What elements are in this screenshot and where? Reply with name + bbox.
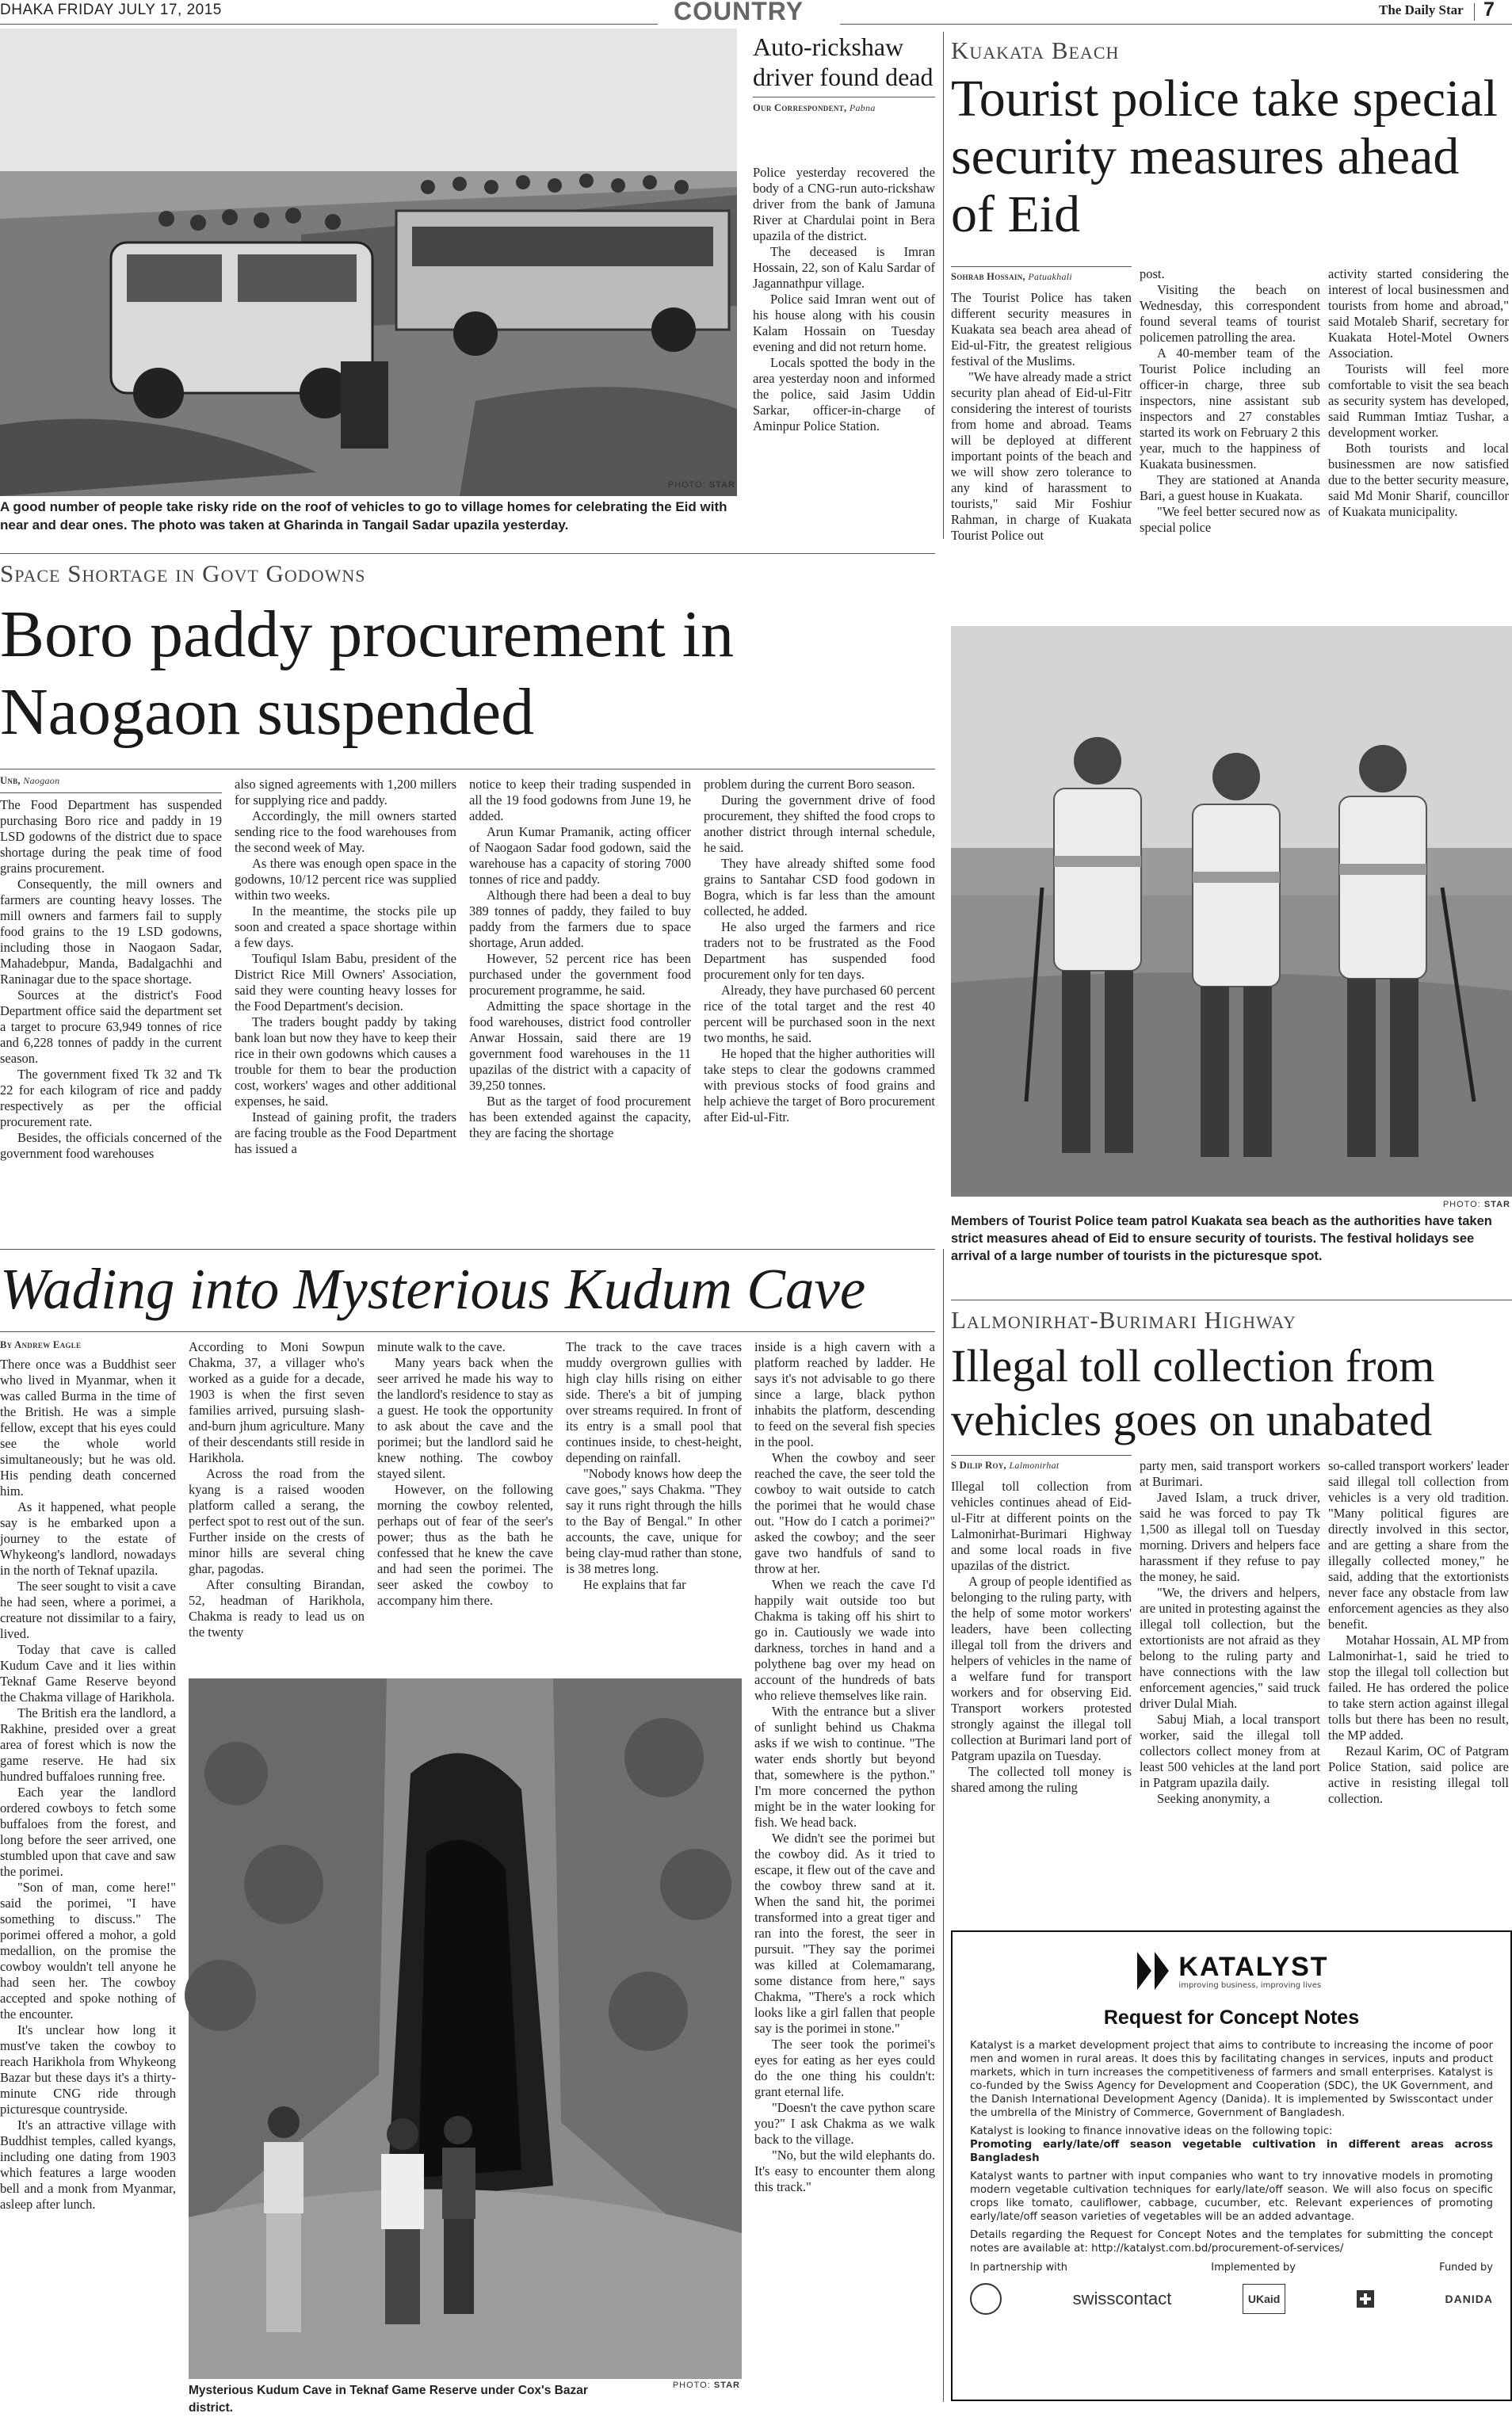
- vehicles-crowd-image: [0, 29, 737, 496]
- government-emblem-icon: [970, 2283, 1002, 2315]
- tourist-police-image: [951, 626, 1512, 1197]
- paragraph: The track to the cave traces muddy overgrown gullies with high clay hills rising on either side. There's a bit of jumping over streams required. In front of its entry is a small pool that continues inside, to chest-height, depending on rainfall.: [566, 1339, 742, 1465]
- paragraph: Police said Imran went out of his house along with his cousin Kalam Hossain on Tuesday evening and did not return home.: [753, 292, 935, 354]
- paragraph: In the meantime, the stocks pile up soon and created a space shortage within a few days.: [235, 903, 456, 950]
- paragraph: It's an attractive village with Buddhist temples, called kyangs, including one dating from 1903 which features a large wooden bell and a monk from Myanmar, asleep after lunch.: [0, 2117, 176, 2212]
- implemented-label: Implemented by: [1211, 2262, 1296, 2274]
- kudum-col-3: [377, 1339, 553, 1664]
- kudum-col-5: [754, 1339, 935, 2401]
- paragraph: Police yesterday recovered the body of a CNG-run auto-rickshaw driver from the bank of Jamuna River at Chardulai point in Bera upazila of the district.: [753, 165, 935, 243]
- paragraph: He hoped that the higher authorities will take steps to clear the godowns crammed with previous stocks of food grains and help achieve the target of Boro procurement after Eid-ul-Fitr.: [704, 1046, 935, 1124]
- paragraph: Sabuj Miah, a local transport worker, said the illegal toll collectors collect money from at least 500 vehicles at the land port in Patgram upazila daily.: [1140, 1712, 1320, 1790]
- paragraph: According to Moni Sowpun Chakma, 37, a villager who's worked as a guide for a decade, 1903 is when the first seven families arrived, pursuing slash-and-burn jhum agriculture. Many of their descendants still reside in Harikhola.: [189, 1339, 365, 1465]
- kudum-col-2: [189, 1339, 365, 1664]
- paragraph: There once was a Buddhist seer who lived in Myanmar, when it was called Burma in the time of the British. He was a simple fellow, except that his eyes could see the whole world simultaneously; but he was old. His pending death concerned him.: [0, 1357, 176, 1499]
- paragraph: A group of people identified as belonging to the ruling party, with the help of some motor workers' leaders, have been collecting illegal toll from the drivers and helpers of vehicles in the name of a welfare fund for transport workers and for observing Eid. Transport workers protested strongly against the illegal toll collection at Burimari land port of Patgram upazila on Tuesday.: [951, 1574, 1132, 1763]
- kudum-photo-credit: PHOTO: STAR: [672, 2381, 740, 2390]
- paragraph: Many years back when the seer arrived he made his way to the landlord's residence to stay as a guest. He took the opportunity to ask about the cave and the porimei; but the landlord said he knew nothing. The cowboy stayed silent.: [377, 1355, 553, 1481]
- paragraph: Motahar Hossain, AL MP from Lalmonirhat-1, said he tried to stop the illegal toll collection but failed. He has ordered the police to take stern action against illegal tolls but there has been no result, the MP added.: [1328, 1632, 1509, 1743]
- kudum-byline: By Andrew Eagle: [0, 1339, 82, 1350]
- paragraph: Arun Kumar Pramanik, acting officer of Naogaon Sadar food godown, said the warehouse has a capacity of storing 7000 tonnes of rice and paddy.: [469, 824, 691, 887]
- kuakata-byline: Sohrab Hossain, Patuakhali: [951, 271, 1073, 282]
- kuakata-caption: Members of Tourist Police team patrol Kuakata sea beach as the authorities have taken strict measures ahead of Eid to ensure security of tourists. The festival holidays see arrival of a large number of tourists in the picturesque spot.: [951, 1214, 1492, 1263]
- paragraph: Consequently, the mill owners and farmers are counting heavy losses. The mill owners and farmers fail to supply food grains to the 19 LSD godowns, including those in Naogaon Sadar, Mahadebpur, Manda, Badalgachhi and Raninagar due to the space shortage.: [0, 876, 222, 987]
- paragraph: Illegal toll collection from vehicles continues ahead of Eid-ul-Fitr at different points on the Lalmonirhat-Burimari Highway and some local roads in five upazilas of the district.: [951, 1479, 1132, 1573]
- dateline: DHAKA FRIDAY JULY 17, 2015: [0, 2, 222, 18]
- paragraph: post.: [1140, 266, 1165, 281]
- kudum-col-1: [0, 1357, 176, 2401]
- ad-details: Details regarding the Request for Concept Notes and the templates for submitting the concept notes are available at: http://katalyst.com.bd/procurement-of-services/: [970, 2229, 1493, 2255]
- paragraph: "No, but the wild elephants do. It's easy to encounter them along this track.": [754, 2148, 935, 2194]
- paragraph: minute walk to the cave.: [377, 1339, 506, 1354]
- paragraph: The seer sought to visit a cave he had seen, where a porimei, a creature not dissimilar to a fairy, lived.: [0, 1579, 176, 1641]
- kuakata-headline: Tourist police take special security measures ahead of Eid: [951, 70, 1498, 243]
- boro-headline: Boro paddy procurement in Naogaon suspended: [0, 598, 735, 749]
- paragraph: It's unclear how long it must've taken the cowboy to reach Harikhola from Whykeong Bazar but these days it's a thirty-minute CNG ride through picturesque countryside.: [0, 2022, 176, 2117]
- paragraph: However, 52 percent rice has been purchased under the government food procurement programme, he said.: [469, 951, 691, 998]
- katalyst-ad: [951, 1930, 1512, 2401]
- rickshaw-body: [753, 165, 935, 537]
- paragraph: Both tourists and local businessmen are now satisfied due to the better security measure, said Md Monir Sharif, councillor of Kuakata municipality.: [1328, 441, 1509, 519]
- section-name: COUNTRY: [674, 0, 804, 25]
- paragraph: They are stationed at Ananda Bari, a guest house in Kuakata.: [1140, 472, 1320, 503]
- paragraph: The Tourist Police has taken different security measures in Kuakata sea beach area ahead of Eid-ul-Fitr, the greatest religious festival of the Muslims.: [951, 290, 1132, 368]
- funded-label: Funded by: [1439, 2262, 1493, 2274]
- paragraph: We didn't see the porimei but the cowboy did. As it tried to escape, it flew out of the cave and the cowboy threw sand at it. When the sand hit, the porimei transformed into a great tiger and ran into the forest, the seer in pursuit. "They say the porimei was killed at Colemamarang, some distance from here," says Chakma, "There's a rock which looks like a girl fallen that people say is the porimei in stone.": [754, 1831, 935, 2036]
- boro-col-1: [0, 797, 222, 1241]
- paragraph: After consulting Birandan, 52, headman of Harikhola, Chakma is ready to lead us on the twenty: [189, 1577, 365, 1640]
- kuakata-photo-credit: PHOTO: STAR: [1442, 1200, 1510, 1209]
- toll-col-3: [1328, 1458, 1509, 1804]
- boro-col-3: [469, 777, 691, 1241]
- paragraph: Rezaul Karim, OC of Patgram Police Station, said police are active in resisting illegal toll collection.: [1328, 1743, 1509, 1806]
- top-photo-credit: PHOTO: STAR: [667, 480, 735, 490]
- paragraph: Tourists will feel more comfortable to visit the sea beach as security system has developed, said Rumman Imtiaz Tushar, a development worker.: [1328, 361, 1509, 440]
- ad-title: Request for Concept Notes: [1103, 2007, 1360, 2029]
- paragraph: Each year the landlord ordered cowboys to fetch some buffaloes from the forest, and long before the seer arrived, one stumbled upon that cave and saw the porimei.: [0, 1785, 176, 1879]
- boro-col-2: [235, 777, 456, 1241]
- masthead: [0, 0, 1512, 25]
- paragraph: As there was enough open space in the godowns, 10/12 percent rice was supplied within two weeks.: [235, 856, 456, 903]
- paragraph: notice to keep their trading suspended in all the 19 food godowns from June 19, he added.: [469, 777, 691, 823]
- paragraph: The government fixed Tk 32 and Tk 22 for each kilogram of rice and paddy respectively as per the official procurement rate.: [0, 1067, 222, 1129]
- paragraph: Instead of gaining profit, the traders are facing trouble as the Food Department has issued a: [235, 1109, 456, 1156]
- paragraph: Locals spotted the body in the area yesterday noon and informed the police, said Jasim Uddin Sarkar, officer-in-charge of Aminpur Police Station.: [753, 355, 935, 433]
- cave-image: [189, 1678, 742, 2379]
- paragraph: He also urged the farmers and rice traders not to be frustrated as the Food Department has suspended food procurement only for ten days.: [704, 919, 935, 982]
- katalyst-logo-text: KATALYST: [1178, 1952, 1329, 1982]
- rickshaw-headline: Auto-rickshaw driver found dead: [753, 32, 934, 91]
- paragraph: When the cowboy and seer reached the cave, the seer told the cowboy to wait outside to catch the porimei that he would chase out. "How do I catch a porimei?" asked the cowboy; and the seer gave two handfuls of sand to throw at her.: [754, 1450, 935, 1576]
- kudum-col-4: [566, 1339, 742, 1664]
- paragraph: Seeking anonymity, a: [1157, 1791, 1270, 1806]
- rickshaw-story: [753, 32, 935, 114]
- ad-topic: Promoting early/late/off season vegetable cultivation in different areas across Bangladesh: [970, 2139, 1493, 2164]
- page-number: 7: [1483, 0, 1495, 21]
- boro-byline: Unb, Naogaon: [0, 775, 60, 786]
- boro-kicker: Space Shortage in Govt Godowns: [0, 559, 366, 587]
- kuakata-col-1: [951, 290, 1132, 615]
- paragraph: "We feel better secured now as special police: [1140, 504, 1320, 535]
- paragraph: "We have already made a strict security plan ahead of Eid-ul-Fitr considering the interest of tourists from home and abroad. Teams will be deployed at different important points of the beach and we will show zero tolerance to any kind of harassment to tourists," said Mir Foshiur Rahman, in charge of Kuakata Tourist Police out: [951, 369, 1132, 543]
- kuakata-photo: [951, 626, 1512, 1197]
- katalyst-logo-icon: [1134, 1950, 1172, 1991]
- paragraph: Besides, the officials concerned of the government food warehouses: [0, 1130, 222, 1161]
- kuakata-col-2: [1140, 266, 1320, 615]
- paragraph: With the entrance but a sliver of sunlight behind us Chakma asks if we wish to continue. "The water ends shortly but beyond that, somewhere is the python." I'm more concerned the python might be in the water looking for fish. We head back.: [754, 1704, 935, 1830]
- paragraph: "Son of man, come here!" said the porimei, "I have something to discuss." The porimei offered a mohor, a gold medallion, on the promise the cowboy wouldn't tell anyone he had seen her. The cowboy accepted and spoke nothing of the encounter.: [0, 1880, 176, 2022]
- paragraph: so-called transport workers' leader said illegal toll collection from vehicles is a very old tradition. "Many political figures are directly involved in this sector, and are getting a share from the illegally collected money," he said, adding that the extortionists never face any obstacle from law enforcement agencies as they also benefit.: [1328, 1458, 1509, 1632]
- paragraph: Today that cave is called Kudum Cave and it lies within Teknaf Game Reserve beyond the Chakma village of Harikhola.: [0, 1642, 176, 1705]
- paragraph: Across the road from the kyang is a raised wooden platform called a serang, the perfect spot to rest out of the sun. Further inside on the crests of minor hills are several ching ghar, pagodas.: [189, 1466, 365, 1576]
- paragraph: A 40-member team of the Tourist Police including an officer-in charge, three sub inspectors, nine assistant sub inspectors and 27 constables started its work on February 2 this year, much to the happiness of Kuakata businessmen.: [1140, 346, 1320, 472]
- partnership-label: In partnership with: [970, 2262, 1068, 2274]
- paragraph: The collected toll money is shared among the ruling: [951, 1764, 1132, 1795]
- paper-name: The Daily Star: [1379, 2, 1464, 17]
- ad-logos-row: [970, 2281, 1493, 2316]
- paragraph: Already, they have purchased 60 percent rice of the total target and the rest 40 percent will be purchased soon in the next two months, he said.: [704, 983, 935, 1045]
- katalyst-logo: [970, 1943, 1493, 1999]
- paragraph: During the government drive of food procurement, they shifted the food crops to another district through internal schedule, he said.: [704, 792, 935, 855]
- paragraph: Javed Islam, a truck driver, said he was forced to pay Tk 1,500 as illegal toll on Tuesday morning. Drivers and helpers face harassment if they refuse to pay the money, he said.: [1140, 1490, 1320, 1584]
- paragraph: activity started considering the interest of local businessmen and tourists from home and abroad," said Motaleb Sharif, secretary for Kuakata Hotel-Motel Owners Association.: [1328, 266, 1509, 361]
- paragraph: The Food Department has suspended purchasing Boro rice and paddy in 19 LSD godowns of the district due to space shortage during the peak time of food grains procurement.: [0, 797, 222, 876]
- paragraph: When we reach the cave I'd happily wait outside too but Chakma is taking off his shirt to go in. Cautiously we wade into darkness, torches in hand and a polythene bag over my head on account of the hundreds of bats who relieve themselves like rain.: [754, 1577, 935, 1703]
- kudum-headline: Wading into Mysterious Kudum Cave: [0, 1257, 866, 1321]
- paragraph: "Doesn't the cave python scare you?" I ask Chakma as we walk back to the village.: [754, 2100, 935, 2147]
- ukaid-logo: UKaid: [1243, 2284, 1285, 2314]
- paragraph: Sources at the district's Food Department office said the department set a target to procure 63,949 tonnes of rice and 6,228 tonnes of paddy in the current season.: [0, 987, 222, 1066]
- paragraph: The seer took the porimei's eyes for eating as her eyes could do the one thing his couldn't: grant eternal life.: [754, 2037, 935, 2099]
- ad-topic-intro: Katalyst is looking to finance innovative ideas on the following topic:: [970, 2125, 1333, 2137]
- paragraph: Visiting the beach on Wednesday, this correspondent found several teams of tourist policemen patrolling the area.: [1140, 282, 1320, 345]
- kudum-cave-photo: [189, 1678, 742, 2379]
- paragraph: The traders bought paddy by taking bank loan but now they have to keep their rice in their own godowns which causes a trouble for them to bear the production cost, workers' wages and other additional expenses, he said.: [235, 1014, 456, 1109]
- toll-col-2: [1140, 1458, 1320, 1804]
- toll-headline: Illegal toll collection from vehicles goes on unabated: [951, 1340, 1435, 1445]
- kuakata-story: [951, 36, 1512, 243]
- paragraph: Accordingly, the mill owners started sending rice to the food warehouses from the second week of May.: [235, 808, 456, 855]
- swiss-flag-icon: [1357, 2290, 1374, 2308]
- paragraph: Although there had been a deal to buy 389 tonnes of paddy, they failed to buy paddy from the farmers due to space shortage, Arun added.: [469, 888, 691, 950]
- paragraph: The British era the landlord, a Rakhine, presided over a great area of forest which is now the game reserve. He had six hundred buffaloes running free.: [0, 1705, 176, 1784]
- paragraph: Toufiqul Islam Babu, president of the District Rice Mill Owners' Association, said they were counting heavy losses for the Food Department's decision.: [235, 951, 456, 1014]
- paragraph: However, on the following morning the cowboy relented, perhaps out of fear of the seer's power; thus as the bath he confessed that he knew the cave and had seen the porimei. The seer asked the cowboy to accompany him there.: [377, 1482, 553, 1608]
- ad-partners-row: [970, 2262, 1493, 2274]
- top-photo: [0, 29, 737, 496]
- paragraph: also signed agreements with 1,200 millers for supplying rice and paddy.: [235, 777, 456, 808]
- paragraph: As it happened, what people say is he embarked upon a journey to the estate of Whykeong's landlord, nowadays in the north of Teknaf upazila.: [0, 1499, 176, 1578]
- swisscontact-logo: swisscontact: [1072, 2289, 1172, 2308]
- paragraph: party men, said transport workers at Burimari.: [1140, 1458, 1320, 1489]
- paragraph: "We, the drivers and helpers, are united in protesting against the illegal toll collection, but the extortionists are not afraid as they belong to the ruling party and have connections with the law enforcement agencies," said truck driver Dulal Miah.: [1140, 1585, 1320, 1711]
- paragraph: inside is a high cavern with a platform reached by ladder. He says it's not advisable to go there since a large, black python inhabits the platform, descending to feed on the several fish species in the pool.: [754, 1339, 935, 1449]
- toll-col-1: [951, 1479, 1132, 1804]
- toll-kicker: Lalmonirhat-Burimari Highway: [951, 1306, 1297, 1334]
- top-photo-caption: A good number of people take risky ride on the roof of vehicles to go to village homes for celebrating the Eid with near and dear ones. The photo was taken at Gharinda in Tangail Sadar upazila yesterday.: [0, 499, 727, 533]
- paragraph: He explains that far: [583, 1577, 686, 1592]
- danida-logo: DANIDA: [1445, 2293, 1493, 2305]
- paragraph: problem during the current Boro season.: [704, 777, 915, 792]
- toll-byline: S Dilip Roy, Lalmonirhat: [951, 1460, 1060, 1471]
- paragraph: "Nobody knows how deep the cave goes," says Chakma. "They say it runs right through the hills to the Bay of Bengal." In other accounts, the cave, unique for being clay-mud rather than stone, is 38 metres long.: [566, 1466, 742, 1576]
- paragraph: Admitting the space shortage in the food warehouses, district food controller Anwar Hossain, said there are 19 government food warehouses in the 11 upazilas of the district with a capacity of 39,250 tonnes.: [469, 998, 691, 1093]
- paragraph: They have already shifted some food grains to Santahar CSD food godown in Bogra, which is far less than the amount collected, he added.: [704, 856, 935, 918]
- rickshaw-byline: Our Correspondent, Pabna: [753, 102, 876, 113]
- ad-intro: Katalyst is a market development project that aims to contribute to increasing the income of poor men and women in rural areas. It does this by facilitating changes in services, inputs and product markets, which in turn increases the competitiveness of farmers and small enterprises. Katalyst is co-funded by the Swiss Agency for Development and Cooperation (SDC), the UK Government, and the Danish International Development Agency (Danida). It is implemented by Swisscontact under the umbrella of the Ministry of Commerce, Government of Bangladesh.: [970, 2040, 1493, 2119]
- kuakata-col-3: [1328, 266, 1509, 615]
- kuakata-kicker: Kuakata Beach: [951, 36, 1120, 64]
- kudum-photo-caption: Mysterious Kudum Cave in Teknaf Game Reserve under Cox's Bazar district.: [189, 2384, 588, 2415]
- boro-col-4: [704, 777, 935, 1241]
- paragraph: But as the target of food procurement has been extended against the capacity, they are facing the shortage: [469, 1094, 691, 1140]
- ad-partner-call: Katalyst wants to partner with input companies who want to try innovative models in promoting modern vegetable cultivation techniques for early/late/off season. We will also focus on specific crops like tomato, cauliflower, cabbage, cucumber, etc. Relevant experiences of promoting early/late/off season varieties of vegetables will be an added advantage.: [970, 2171, 1493, 2223]
- katalyst-tagline: improving business, improving lives: [1178, 1981, 1322, 1990]
- paragraph: The deceased is Imran Hossain, 22, son of Kalu Sardar of Jagannathpur village.: [753, 244, 935, 291]
